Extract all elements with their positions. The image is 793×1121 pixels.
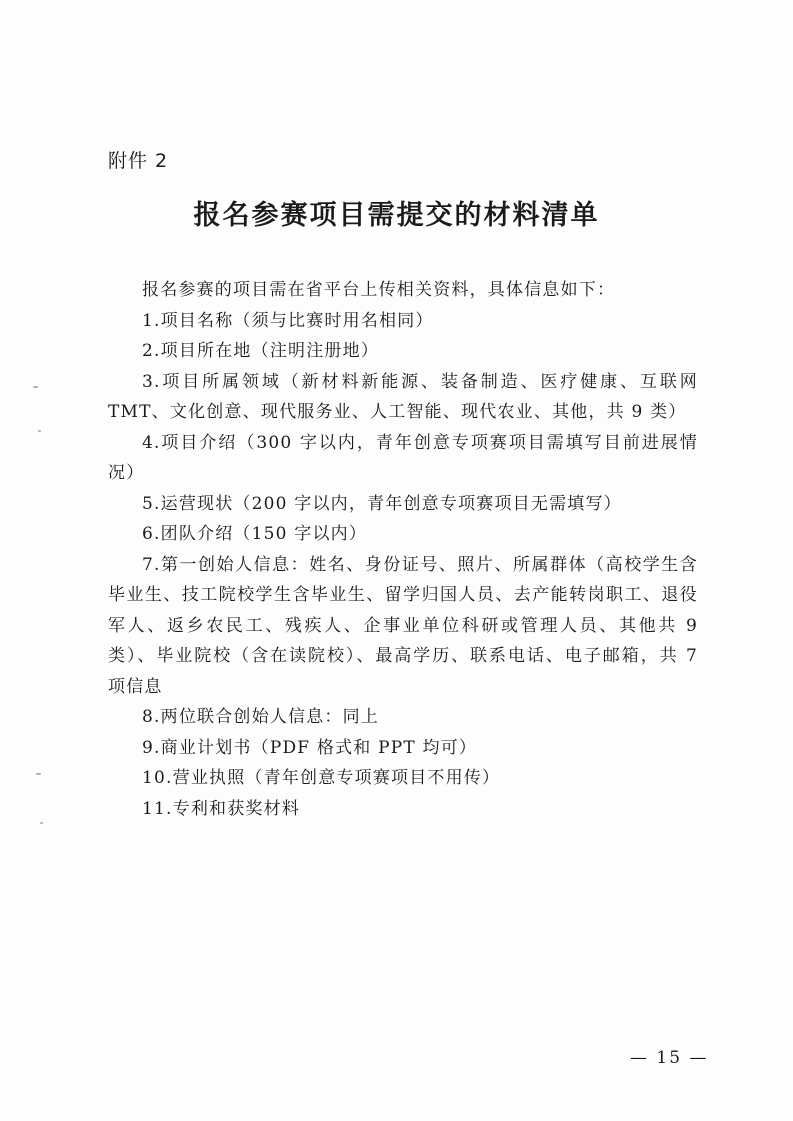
intro-paragraph: 报名参赛的项目需在省平台上传相关资料，具体信息如下： xyxy=(142,280,616,300)
list-item: 9.商业计划书（PDF 格式和 PPT 均可） xyxy=(142,737,478,758)
scan-speck xyxy=(33,386,38,388)
scan-speck xyxy=(36,773,41,775)
list-item: 4.项目介绍（300 字以内，青年创意专项赛项目需填写目前进展情况） xyxy=(108,432,698,483)
list-item: 8.两位联合创始人信息：同上 xyxy=(142,707,380,727)
list-item: 7.第一创始人信息：姓名、身份证号、照片、所属群体（高校学生含毕业生、技工院校学生含毕业生、留学归国人员、去产能转岗职工、退役军人、返乡农民工、残疾人、企事业单位科研或管理人员、其他共 9 类）、毕业院校（含在读院校）、最高学历、联系电话、电子邮箱，共 7 项信息 xyxy=(108,554,698,697)
document-body xyxy=(108,275,698,824)
attachment-label: 附件 2 xyxy=(108,150,169,172)
scan-speck xyxy=(40,822,43,824)
page-title: 报名参赛项目需提交的材料清单 xyxy=(193,200,600,231)
page-number: — 15 — xyxy=(630,1048,709,1068)
list-item: 11.专利和获奖材料 xyxy=(142,798,301,819)
list-item: 6.团队介绍（150 字以内） xyxy=(142,524,368,544)
scan-speck xyxy=(38,430,41,432)
list-item: 5.运营现状（200 字以内，青年创意专项赛项目无需填写） xyxy=(142,493,622,514)
list-item: 10.营业执照（青年创意专项赛项目不用传） xyxy=(142,768,501,788)
list-item: 2.项目所在地（注明注册地） xyxy=(142,341,380,361)
list-item: 1.项目名称（须与比赛时用名相同） xyxy=(142,310,434,331)
list-item: 3.项目所属领域（新材料新能源、装备制造、医疗健康、互联网 TMT、文化创意、现代服务业、人工智能、现代农业、其他，共 9 类） xyxy=(108,371,698,422)
